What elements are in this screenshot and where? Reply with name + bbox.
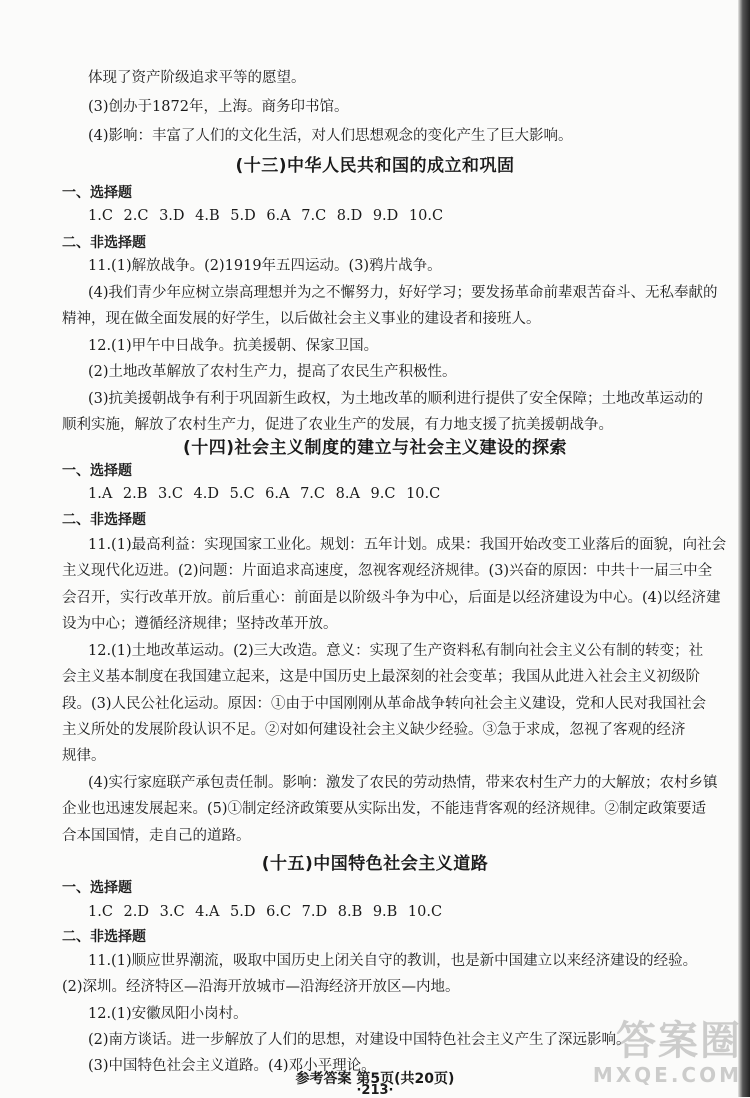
text-line: 11.(1)最高利益：实现国家工业化。规划：五年计划。成果：我国开始改变工业落后的面貌，向社会 xyxy=(88,537,727,553)
text-line: 规律。 xyxy=(62,748,106,764)
section-title: (十四)社会主义制度的建立与社会主义建设的探索 xyxy=(182,438,568,458)
text-line: (4)我们青少年应树立崇高理想并为之不懈努力，好好学习；要发扬革命前辈艰苦奋斗、无私奉献的 xyxy=(88,285,718,301)
text-line: 精神，现在做全面发展的好学生，以后做社会主义事业的建设者和接班人。 xyxy=(62,311,541,327)
text-line: 11.(1)解放战争。(2)1919年五四运动。(3)鸦片战争。 xyxy=(88,258,442,274)
text-line: (4)实行家庭联产承包责任制。影响：激发了农民的劳动热情，带来农村生产力的大解放；农村乡镇 xyxy=(88,775,718,791)
page-edge-shadow xyxy=(738,0,750,1097)
text-line: 合本国国情，走自己的道路。 xyxy=(62,828,251,844)
text-line: 段。(3)人民公社化运动。原因：①由于中国刚刚从革命战争转向社会主义建设，党和人民对我国社会 xyxy=(62,696,707,712)
text-line: 11.(1)顺应世界潮流，吸取中国历史上闭关自守的教训，也是新中国建立以来经济建设的经验。 xyxy=(88,953,698,969)
text-line: 会召开，实行改革开放。前后重心：前面是以阶级斗争为中心，后面是以经济建设为中心。(4)以经济建 xyxy=(62,590,721,606)
multiple-choice-heading: 一、选择题 xyxy=(62,185,132,201)
watermark-logo xyxy=(593,1019,742,1087)
text-line: 12.(1)安徽凤阳小岗村。 xyxy=(88,1006,248,1022)
text-line: 主义所处的发展阶段认识不足。②对如何建设社会主义缺少经验。③急于求成，忽视了客观的经济 xyxy=(62,722,686,738)
text-line: 12.(1)甲午中日战争。抗美援朝、保家卫国。 xyxy=(88,338,379,354)
watermark-text: 答案圈 xyxy=(616,1018,742,1064)
text-line: (3)创办于1872年，上海。商务印书馆。 xyxy=(88,99,349,115)
non-choice-heading: 二、非选择题 xyxy=(62,929,146,945)
text-line: 设为中心；遵循经济规律；坚持改革开放。 xyxy=(62,616,338,632)
text-line: 会主义基本制度在我国建立起来，这是中国历史上最深刻的社会变革；我国从此进入社会主义初级阶 xyxy=(62,669,700,685)
section-title: (十五)中国特色社会主义道路 xyxy=(261,854,489,874)
section-title: (十三)中华人民共和国的成立和巩固 xyxy=(235,156,515,176)
multiple-choice-heading: 一、选择题 xyxy=(62,463,132,479)
multiple-choice-answers: 1.C 2.C 3.D 4.B 5.D 6.A 7.C 8.D 9.D 10.C xyxy=(88,208,444,224)
multiple-choice-answers: 1.C 2.D 3.C 4.A 5.D 6.C 7.D 8.B 9.B 10.C xyxy=(88,904,443,920)
text-line: (2)深圳。经济特区—沿海开放城市—沿海经济开放区—内地。 xyxy=(62,979,460,995)
multiple-choice-heading: 一、选择题 xyxy=(62,880,132,896)
multiple-choice-answers: 1.A 2.B 3.C 4.D 5.C 6.A 7.C 8.A 9.C 10.C xyxy=(88,486,441,502)
text-line: 主义现代化迈进。(2)问题：片面追求高速度，忽视客观经济规律。(3)兴奋的原因：中共十一届三中全 xyxy=(62,563,713,579)
footer-label: 参考答案 第5页(共20页) xyxy=(295,1071,455,1087)
text-line: (2)土地改革解放了农村生产力，提高了农民生产积极性。 xyxy=(88,364,457,380)
non-choice-heading: 二、非选择题 xyxy=(62,512,146,528)
text-line: (2)南方谈话。进一步解放了人们的思想，对建设中国特色社会主义产生了深远影响。 xyxy=(88,1032,631,1048)
non-choice-heading: 二、非选择题 xyxy=(62,235,146,251)
text-line: (4)影响：丰富了人们的文化生活，对人们思想观念的变化产生了巨大影响。 xyxy=(88,128,573,144)
watermark-url: MXQE.COM xyxy=(592,1063,742,1087)
text-line: 顺利实施，解放了农村生产力，促进了农业生产的发展，有力地支援了抗美援朝战争。 xyxy=(62,417,613,433)
text-line: (3)中国特色社会主义道路。(4)邓小平理论。 xyxy=(88,1058,376,1074)
text-line: 体现了资产阶级追求平等的愿望。 xyxy=(88,70,306,86)
text-line: (3)抗美援朝战争有利于巩固新生政权，为土地改革的顺利进行提供了安全保障；土地改革运动的 xyxy=(88,391,704,407)
text-line: 12.(1)土地改革运动。(2)三大改造。意义：实现了生产资料私有制向社会主义公有制的转变；社 xyxy=(88,643,704,659)
page-number: ·213· xyxy=(356,1083,394,1098)
text-line: 企业也迅速发展起来。(5)①制定经济政策要从实际出发，不能违背客观的经济规律。②制定政策要适 xyxy=(62,801,707,817)
